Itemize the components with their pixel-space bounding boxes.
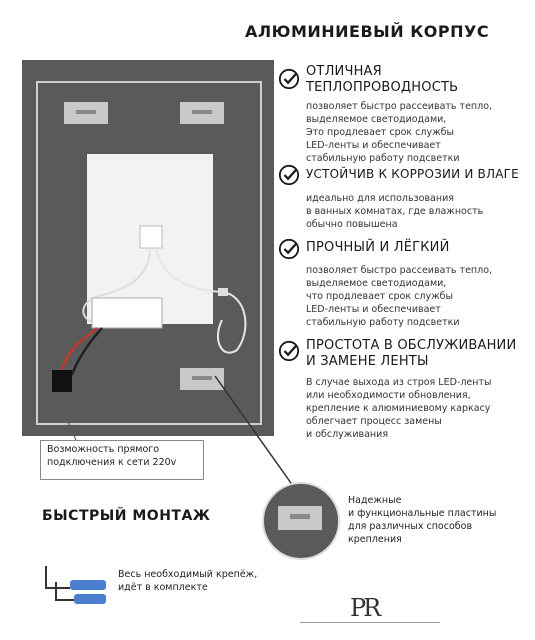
- feature-desc: В случае выхода из строя LED-ленты или необходимости обновления, крепление к алюминиевому каркасу облегчает процесс замены и обслуживания: [306, 377, 492, 440]
- check-circle-icon: [278, 340, 300, 362]
- feature-desc: позволяет быстро рассеивать тепло, выделяемое светодиодами, Это продлевает срок службы LED-ленты и обеспечивает стабильную работу подсветки: [306, 101, 493, 164]
- feature-title: ПРОЧНЫЙ И ЛЁГКИЙ: [306, 240, 450, 255]
- connection-note: Возможность прямого подключения к сети 220v: [47, 444, 177, 468]
- check-circle-icon: [278, 68, 300, 90]
- feature-title: ОТЛИЧНАЯ ТЕПЛОПРОВОДНОСТЬ: [306, 64, 459, 95]
- connection-pointer: [60, 420, 90, 442]
- screw-anchor-icon: [40, 560, 110, 606]
- check-circle-icon: [278, 238, 300, 260]
- plate-zoom-circle: [262, 482, 340, 560]
- logo-underline: [300, 622, 440, 623]
- mounting-plate-icon: [264, 484, 338, 558]
- power-connector: [52, 370, 72, 392]
- feature-desc: идеально для использования в ванных комнатах, где влажность обычно повышена: [306, 193, 484, 230]
- check-circle-icon: [278, 164, 300, 186]
- feature-title: ПРОСТОТА В ОБСЛУЖИВАНИИ И ЗАМЕНЕ ЛЕНТЫ: [306, 338, 517, 369]
- page-title: АЛЮМИНИЕВЫЙ КОРПУС: [245, 22, 490, 41]
- feature-desc: позволяет быстро рассеивать тепло, выделяемое светодиодами, что продлевает срок службы LED-ленты и обеспечивает стабильную работу подсветки: [306, 265, 493, 328]
- mounting-title: БЫСТРЫЙ МОНТАЖ: [42, 508, 211, 524]
- feature-title: УСТОЙЧИВ К КОРРОЗИИ И ВЛАГЕ: [306, 167, 519, 181]
- power-plug: [218, 288, 228, 296]
- brand-logo: PR: [350, 594, 379, 622]
- led-driver: [92, 298, 162, 328]
- switch-box: [140, 226, 162, 248]
- plates-note: Надежные и функциональные пластины для различных способов крепления: [348, 495, 497, 545]
- kit-note: Весь необходимый крепёж, идёт в комплекте: [118, 569, 258, 593]
